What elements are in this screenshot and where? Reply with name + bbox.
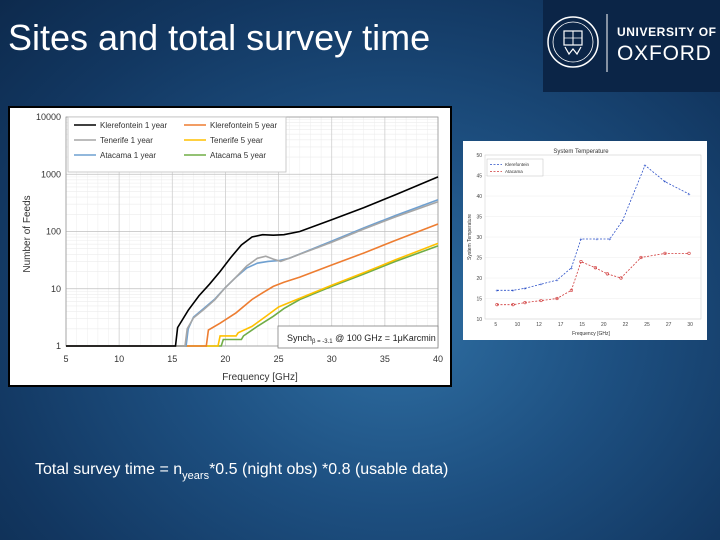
- university-logo: [543, 0, 720, 92]
- legend-label: Tenerife 1 year: [100, 136, 153, 145]
- temp-ylabel: System Temperature: [467, 213, 473, 261]
- temp-x-tick-label: 25: [644, 322, 650, 328]
- temp-y-tick-label: 40: [476, 194, 482, 200]
- y-tick-label: 1000: [40, 169, 61, 180]
- system-temp-chart-svg: [463, 141, 707, 340]
- temp-point-marker: +: [569, 265, 573, 272]
- temp-x-tick-label: 10: [514, 322, 521, 328]
- temp-legend-label: Klerefontein: [505, 162, 530, 167]
- temp-point-marker: +: [595, 237, 599, 244]
- temp-y-tick-label: 50: [476, 153, 482, 159]
- temp-y-tick-label: 30: [476, 235, 482, 241]
- x-tick-label: 20: [220, 354, 231, 364]
- temp-point-marker: +: [643, 163, 647, 170]
- annotation-text: Synch$_{\beta = -3.1}$ @ 100 GHz = 1μKarcmin: [287, 333, 436, 345]
- temp-x-tick-label: 15: [579, 322, 585, 328]
- temp-title: System Temperature: [553, 149, 609, 155]
- formula-subscript: years: [182, 470, 210, 482]
- x-tick-label: 40: [432, 354, 444, 364]
- system-temp-chart: [463, 141, 707, 340]
- logo-line1: UNIVERSITY OF: [617, 25, 717, 39]
- feeds-chart-svg: [10, 108, 450, 385]
- legend-label: Tenerife 5 year: [210, 136, 263, 145]
- y-tick-label: 10000: [35, 112, 61, 122]
- temp-x-tick-label: 17: [557, 322, 564, 328]
- slide-title: Sites and total survey time: [8, 17, 431, 58]
- x-tick-label: 25: [273, 354, 284, 364]
- temp-point-marker: +: [608, 237, 612, 244]
- temp-x-tick-label: 27: [665, 322, 672, 328]
- logo-line2: OXFORD: [617, 42, 712, 65]
- feeds-chart: [8, 106, 452, 387]
- x-tick-label: 15: [167, 354, 178, 364]
- legend-label: Klerefontein 1 year: [100, 121, 168, 130]
- temp-y-tick-label: 20: [476, 276, 482, 282]
- university-logo-graphic: [543, 0, 720, 92]
- temp-point-marker: +: [663, 179, 667, 186]
- temp-point-marker: +: [539, 282, 543, 289]
- temp-y-tick-label: 45: [476, 173, 482, 180]
- temp-point-marker: +: [523, 286, 527, 293]
- survey-time-formula: [35, 459, 448, 487]
- temp-x-tick-label: 12: [536, 322, 542, 328]
- temp-y-tick-label: 35: [476, 214, 482, 221]
- y-tick-label: 10: [50, 283, 61, 294]
- formula-prefix: Total survey time = n: [35, 461, 183, 478]
- temp-point-marker: +: [687, 191, 691, 198]
- temp-point-marker: +: [555, 278, 559, 285]
- feeds-xlabel: Frequency [GHz]: [222, 372, 298, 383]
- seal-icon: [548, 17, 598, 67]
- x-tick-label: 35: [379, 354, 390, 364]
- temp-legend-label: Atacama: [505, 169, 523, 174]
- temp-point-marker: +: [511, 288, 515, 295]
- legend-label: Atacama 5 year: [210, 151, 267, 160]
- temp-xlabel: Frequency [GHz]: [572, 331, 610, 337]
- temp-point-marker: +: [579, 237, 583, 244]
- legend-label: Atacama 1 year: [100, 151, 157, 160]
- x-tick-label: 10: [114, 354, 125, 364]
- temp-y-tick-label: 10: [476, 317, 482, 323]
- x-tick-label: 30: [326, 354, 337, 364]
- feeds-ylabel: Number of Feeds: [22, 195, 33, 273]
- temp-point-marker: +: [495, 288, 499, 295]
- temp-x-tick-label: 30: [687, 322, 693, 328]
- y-tick-label: 1: [55, 341, 61, 351]
- temp-x-tick-label: 22: [622, 322, 629, 328]
- x-tick-label: 5: [63, 354, 69, 364]
- formula-suffix: *0.5 (night obs) *0.8 (usable data): [209, 461, 449, 478]
- temp-x-tick-label: 20: [601, 322, 607, 328]
- temp-y-tick-label: 25: [476, 255, 482, 262]
- temp-point-marker: +: [621, 218, 625, 225]
- temp-y-tick-label: 15: [476, 296, 482, 303]
- y-tick-label: 100: [45, 226, 61, 237]
- legend-label: Klerefontein 5 year: [210, 121, 278, 130]
- temp-x-tick-label: 5: [494, 322, 498, 328]
